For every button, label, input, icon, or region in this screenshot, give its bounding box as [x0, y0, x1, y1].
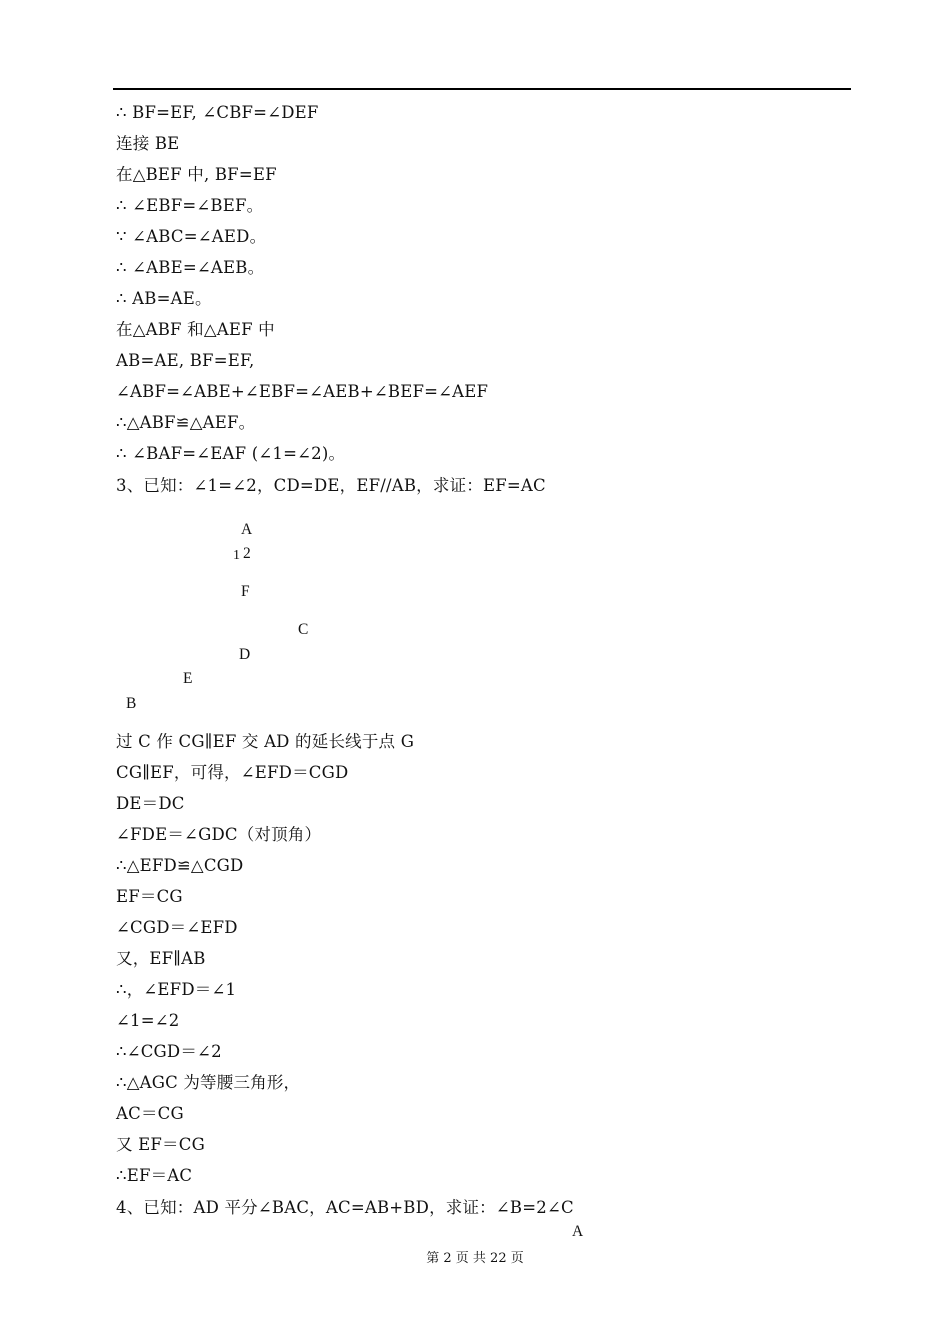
- angle-label-1: 1: [233, 548, 240, 563]
- problem-3-statement: 3、已知：∠1=∠2，CD=DE，EF//AB，求证：EF=AC: [116, 476, 546, 495]
- proof-line: ∴ ∠EBF=∠BEF。: [116, 196, 264, 215]
- proof-line: ∴ BF=EF, ∠CBF=∠DEF: [116, 103, 319, 122]
- point-label-e: E: [183, 670, 193, 687]
- proof-line: ∴ ∠ABE=∠AEB。: [116, 258, 265, 277]
- proof-line: ∴ AB=AE。: [116, 289, 212, 308]
- proof-line: AC＝CG: [116, 1104, 184, 1123]
- proof-line: ∠CGD＝∠EFD: [116, 918, 238, 937]
- proof-line: EF＝CG: [116, 887, 183, 906]
- proof-line: 过 C 作 CG∥EF 交 AD 的延长线于点 G: [116, 732, 415, 751]
- proof-line: ∴EF＝AC: [116, 1166, 193, 1185]
- point-label-b: B: [126, 695, 137, 712]
- point-label-a: A: [241, 521, 253, 538]
- proof-line: ∴∠CGD＝∠2: [116, 1042, 222, 1061]
- proof-line: ∴△AGC 为等腰三角形，: [116, 1073, 301, 1092]
- proof-line: 又 EF＝CG: [116, 1135, 205, 1154]
- proof-line: ∠ABF=∠ABE+∠EBF=∠AEB+∠BEF=∠AEF: [116, 382, 489, 401]
- proof-line: 在△BEF 中, BF=EF: [116, 165, 277, 184]
- angle-label-2: 2: [243, 545, 251, 562]
- proof-line: ∠1=∠2: [116, 1011, 180, 1030]
- proof-line: ∠FDE＝∠GDC（对顶角）: [116, 825, 322, 844]
- proof-line: 在△ABF 和△AEF 中: [116, 320, 275, 339]
- proof-line: DE＝DC: [116, 794, 185, 813]
- proof-line: ∴ ∠BAF=∠EAF (∠1=∠2)。: [116, 444, 346, 463]
- point-label-c: C: [298, 621, 309, 638]
- proof-line: ∴，∠EFD＝∠1: [116, 980, 237, 999]
- proof-line: ∵ ∠ABC=∠AED。: [116, 227, 267, 246]
- page-footer: 第 2 页 共 22 页: [426, 1251, 524, 1266]
- header-rule: [113, 88, 851, 90]
- proof-line: CG∥EF，可得，∠EFD＝CGD: [116, 763, 349, 782]
- proof-line: 连接 BE: [116, 134, 180, 153]
- proof-line: AB=AE, BF=EF,: [116, 351, 255, 370]
- problem-4-point-label-a: A: [572, 1223, 584, 1240]
- point-label-d: D: [239, 646, 251, 663]
- proof-line: ∴△ABF≌△AEF。: [116, 413, 256, 432]
- point-label-f: F: [241, 583, 250, 600]
- proof-line: ∴△EFD≌△CGD: [116, 856, 244, 875]
- proof-line: 又，EF∥AB: [116, 949, 206, 968]
- problem-4-statement: 4、已知：AD 平分∠BAC，AC=AB+BD，求证：∠B=2∠C: [116, 1198, 574, 1217]
